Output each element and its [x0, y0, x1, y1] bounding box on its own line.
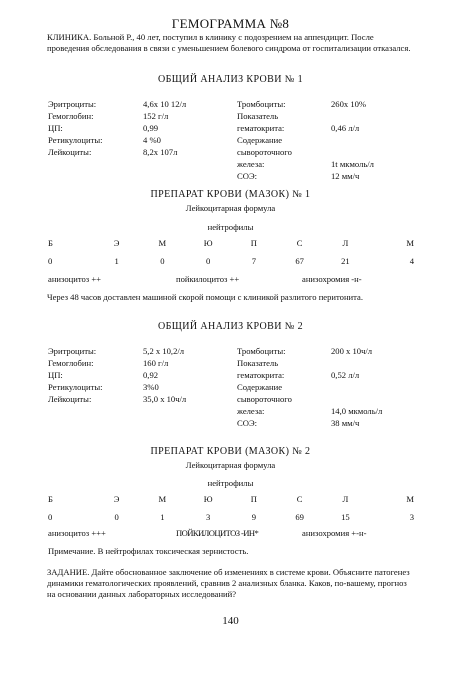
- esr-label: СОЭ:: [237, 418, 257, 428]
- header-myelocytes: М: [158, 494, 167, 504]
- page-title: ГЕМОГРАММА №8: [171, 16, 290, 31]
- value-lymphocytes: 15: [341, 512, 350, 522]
- header-metamyelocytes: Ю: [203, 238, 213, 248]
- platelets-label: Тромбоциты:: [237, 346, 286, 356]
- value-band: 9: [251, 512, 257, 522]
- smear-2-poikilocytosis: ПОЙКИЛОЦИТОЗ -ИН*: [176, 528, 259, 538]
- header-myelocytes: М: [158, 238, 167, 248]
- erythrocytes-value: 5,2 х 10,2/л: [143, 346, 185, 356]
- smear-1-anisocytosis: анизоцитоз ++: [48, 274, 102, 284]
- value-segmented: 69: [295, 512, 304, 522]
- value-basophils: 0: [48, 512, 53, 522]
- header-metamyelocytes: Ю: [203, 494, 213, 504]
- smear-1-heading: ПРЕПАРАТ КРОВИ (МАЗОК) № 1: [150, 189, 311, 200]
- hematocrit-label-2: гематокрита:: [237, 370, 285, 380]
- serum-iron-label-3: железа:: [237, 159, 265, 169]
- leukocytes-label: Лейкоциты:: [48, 147, 92, 157]
- serum-iron-label-2: сывороточного: [237, 394, 292, 404]
- clinic-paragraph: КЛИНИКА. Больной Р., 40 лет, поступил в клинику с подозрением на аппендицит. После проведения обследования в связи с уменьшением болевого синдрома от госпитализации отказался.: [47, 32, 411, 53]
- serum-iron-label-1: Содержание: [237, 135, 283, 145]
- smear-2-header-row: [48, 494, 414, 505]
- header-lymphocytes: Л: [342, 238, 349, 248]
- reticulocytes-value: 3%0: [143, 382, 159, 392]
- hematocrit-value: 0,46 л/л: [331, 123, 360, 133]
- color-index-label: ЦП:: [48, 123, 63, 133]
- header-monocytes: М: [406, 494, 414, 504]
- header-band: П: [250, 238, 257, 248]
- smear-1-poikilocytosis: пойкилоцитоз ++: [176, 274, 240, 284]
- value-myelocytes: 0: [160, 256, 165, 266]
- value-basophils: 0: [48, 256, 53, 266]
- header-segmented: С: [296, 238, 303, 248]
- hematocrit-value: 0,52 л/л: [331, 370, 360, 380]
- leukocytes-value: 35,0 х 10ч/л: [143, 394, 187, 404]
- hemoglobin-value: 160 г/л: [143, 358, 169, 368]
- value-monocytes: 4: [409, 256, 414, 266]
- value-eosinophils: 0: [114, 512, 119, 522]
- hematocrit-label-1: Показатель: [237, 111, 279, 121]
- serum-iron-label-2: сывороточного: [237, 147, 292, 157]
- value-segmented: 67: [295, 256, 304, 266]
- value-myelocytes: 1: [160, 512, 165, 522]
- smear-2-subheading: Лейкоцитарная формула: [185, 460, 276, 470]
- value-eosinophils: 1: [114, 256, 119, 266]
- header-basophils: Б: [48, 494, 53, 504]
- blood-test-2-heading: ОБЩИЙ АНАЛИЗ КРОВИ № 2: [158, 321, 303, 332]
- reticulocytes-label: Ретикулоциты:: [48, 382, 103, 392]
- platelets-value: 200 х 10ч/л: [331, 346, 373, 356]
- task-paragraph: ЗАДАНИЕ. Дайте обоснованное заключение об изменениях в системе крови. Объясните патогенез динамики гематологических проявлений, сравнив 2 анализных бланка. Каков, по-вашему, прогноз на основании данных лабораторных исследований?: [47, 567, 410, 599]
- value-monocytes: 3: [409, 512, 414, 522]
- header-segmented: С: [296, 494, 303, 504]
- serum-iron-label-1: Содержание: [237, 382, 283, 392]
- smear-2-heading: ПРЕПАРАТ КРОВИ (МАЗОК) № 2: [150, 446, 311, 457]
- header-lymphocytes: Л: [342, 494, 349, 504]
- value-metamyelocytes: 3: [205, 512, 211, 522]
- hemoglobin-label: Гемоглобин:: [48, 111, 94, 121]
- smear-1-value-row: [48, 256, 414, 267]
- platelets-label: Тромбоциты:: [237, 99, 286, 109]
- hemoglobin-label: Гемоглобин:: [48, 358, 94, 368]
- color-index-label: ЦП:: [48, 370, 63, 380]
- header-eosinophils: Э: [113, 238, 120, 248]
- header-eosinophils: Э: [113, 494, 120, 504]
- smear-2-value-row: [48, 512, 414, 523]
- platelets-value: 260х 10%: [331, 99, 367, 109]
- reticulocytes-label: Ретикулоциты:: [48, 135, 103, 145]
- hemoglobin-value: 152 г/л: [143, 111, 169, 121]
- value-band: 7: [251, 256, 257, 266]
- color-index-value: 0,92: [143, 370, 159, 380]
- erythrocytes-value: 4,6х 10 12/л: [143, 99, 187, 109]
- header-band: П: [250, 494, 257, 504]
- blood-test-1-heading: ОБЩИЙ АНАЛИЗ КРОВИ № 1: [158, 74, 303, 85]
- value-lymphocytes: 21: [341, 256, 350, 266]
- serum-iron-value: 1t мкмоль/л: [331, 159, 374, 169]
- serum-iron-value: 14,0 мкмоль/л: [331, 406, 383, 416]
- hematocrit-label-1: Показатель: [237, 358, 279, 368]
- reticulocytes-value: 4 %0: [143, 135, 161, 145]
- interlude-paragraph: Через 48 часов доставлен машиной скорой помощи с клиникой разлитого перитонита.: [47, 292, 363, 302]
- smear-1-header-row: [48, 238, 414, 249]
- esr-label: СОЭ:: [237, 171, 257, 181]
- smear-2-neutrophils-label: нейтрофилы: [207, 478, 254, 488]
- color-index-value: 0,99: [143, 123, 159, 133]
- leukocytes-value: 8,2х 107л: [143, 147, 178, 157]
- header-monocytes: М: [406, 238, 414, 248]
- value-metamyelocytes: 0: [205, 256, 211, 266]
- note-text: Примечание. В нейтрофилах токсическая зернистость.: [48, 546, 249, 556]
- erythrocytes-label: Эритроциты:: [48, 346, 97, 356]
- smear-1-subheading: Лейкоцитарная формула: [185, 203, 276, 213]
- page-number: 140: [222, 615, 239, 627]
- smear-1-anisochromia: анизохромия -н-: [302, 274, 362, 284]
- smear-1-neutrophils-label: нейтрофилы: [207, 222, 254, 232]
- smear-2-anisochromia: анизохромия +-н-: [302, 528, 367, 538]
- erythrocytes-label: Эритроциты:: [48, 99, 97, 109]
- header-basophils: Б: [48, 238, 53, 248]
- serum-iron-label-3: железа:: [237, 406, 265, 416]
- hematocrit-label-2: гематокрита:: [237, 123, 285, 133]
- leukocytes-label: Лейкоциты:: [48, 394, 92, 404]
- esr-value: 38 мм/ч: [331, 418, 360, 428]
- esr-value: 12 мм/ч: [331, 171, 360, 181]
- smear-2-anisocytosis: анизоцитоз +++: [48, 528, 106, 538]
